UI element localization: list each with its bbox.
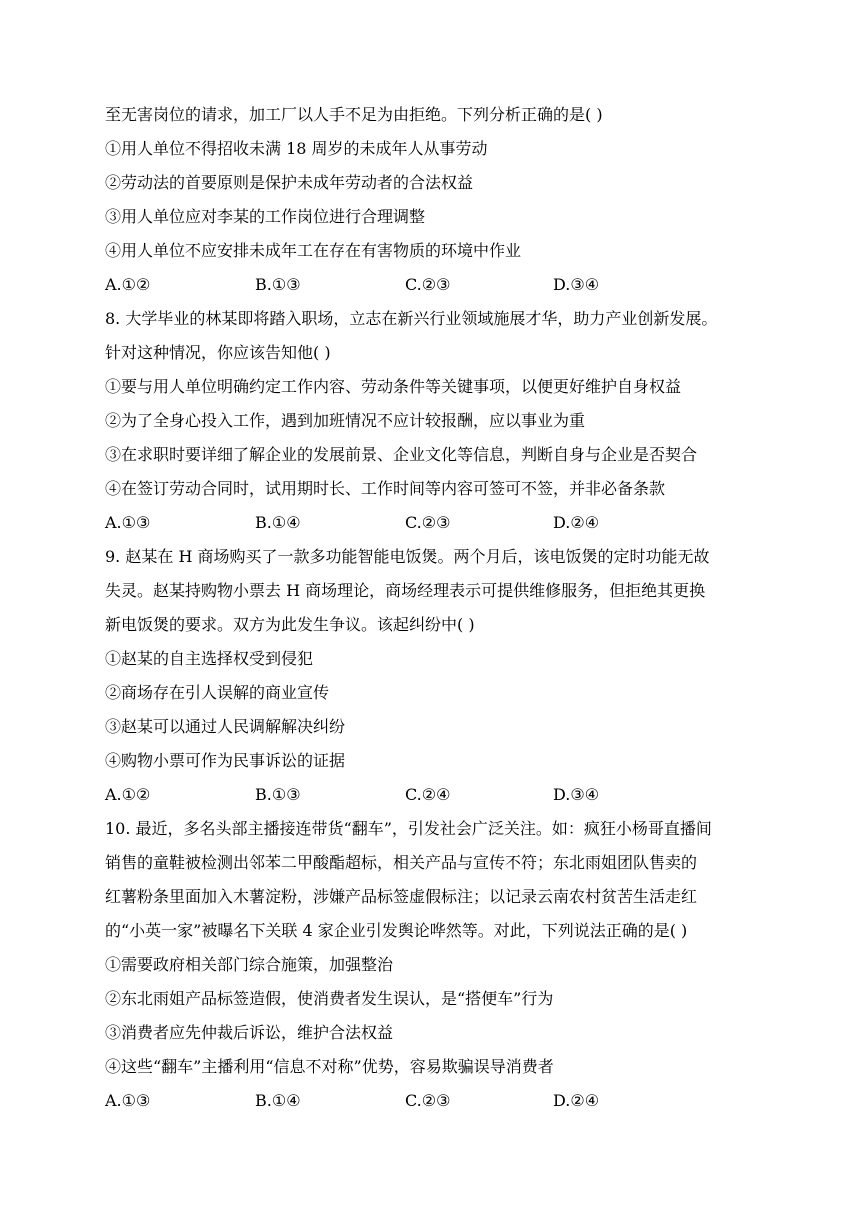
q10-option-c: C.②③: [405, 1091, 451, 1110]
q10-option-b: B.①④: [255, 1091, 301, 1110]
q9-statement-1: ①赵某的自主选择权受到侵犯: [105, 649, 314, 668]
q8-option-b: B.①④: [255, 513, 301, 532]
q9-statement-4: ④购物小票可作为民事诉讼的证据: [105, 751, 346, 770]
q10-answer-options: [0, 1090, 860, 1112]
q7-option-b: B.①③: [255, 275, 301, 294]
q7-stem-continuation: 至无害岗位的请求，加工厂以人手不足为由拒绝。下列分析正确的是( ): [105, 105, 603, 124]
q9-stem-line-2: 失灵。赵某持购物小票去 H 商场理论，商场经理表示可提供维修服务，但拒绝其更换: [105, 581, 706, 600]
q7-statement-2: ②劳动法的首要原则是保护未成年劳动者的合法权益: [105, 173, 474, 192]
q9-answer-options: [0, 784, 860, 806]
q8-option-c: C.②③: [405, 513, 451, 532]
q10-stem-line-4: 的“小英一家”被曝名下关联 4 家企业引发舆论哗然等。对此，下列说法正确的是( ): [105, 921, 688, 940]
q8-statement-3: ③在求职时要详细了解企业的发展前景、企业文化等信息，判断自身与企业是否契合: [105, 445, 698, 464]
q8-stem-line-2: 针对这种情况，你应该告知他( ): [105, 343, 331, 362]
q10-statement-4: ④这些“翻车”主播利用“信息不对称”优势，容易欺骗误导消费者: [105, 1057, 554, 1076]
q7-statement-3: ③用人单位应对李某的工作岗位进行合理调整: [105, 207, 426, 226]
q7-option-c: C.②③: [405, 275, 451, 294]
q7-statement-4: ④用人单位不应安排未成年工在存在有害物质的环境中作业: [105, 241, 522, 260]
q9-option-d: D.③④: [553, 785, 600, 804]
q10-stem-line-1: 10. 最近，多名头部主播接连带货“翻车”，引发社会广泛关注。如：疯狂小杨哥直播间: [105, 819, 712, 838]
q10-option-d: D.②④: [553, 1091, 600, 1110]
q8-answer-options: [0, 512, 860, 534]
q9-option-a: A.①②: [105, 785, 151, 804]
q9-option-b: B.①③: [255, 785, 301, 804]
q8-statement-4: ④在签订劳动合同时，试用期时长、工作时间等内容可签可不签，并非必备条款: [105, 479, 666, 498]
q9-stem-line-1: 9. 赵某在 H 商场购买了一款多功能智能电饭煲。两个月后，该电饭煲的定时功能无故: [105, 547, 710, 566]
q10-stem-line-2: 销售的童鞋被检测出邻苯二甲酸酯超标，相关产品与宣传不符；东北雨姐团队售卖的: [105, 853, 698, 872]
q8-stem-line-1: 8. 大学毕业的林某即将踏入职场，立志在新兴行业领域施展才华，助力产业创新发展。: [105, 309, 718, 328]
q8-option-a: A.①③: [105, 513, 151, 532]
q7-statement-1: ①用人单位不得招收未满 18 周岁的未成年人从事劳动: [105, 139, 488, 158]
q10-option-a: A.①③: [105, 1091, 151, 1110]
q10-statement-2: ②东北雨姐产品标签造假，使消费者发生误认，是“搭便车”行为: [105, 989, 554, 1008]
q10-stem-line-3: 红薯粉条里面加入木薯淀粉，涉嫌产品标签虚假标注；以记录云南农村贫苦生活走红: [105, 887, 698, 906]
q8-statement-1: ①要与用人单位明确约定工作内容、劳动条件等关键事项，以便更好维护自身权益: [105, 377, 682, 396]
q9-statement-2: ②商场存在引人误解的商业宣传: [105, 683, 330, 702]
q8-option-d: D.②④: [553, 513, 600, 532]
q8-statement-2: ②为了全身心投入工作，遇到加班情况不应计较报酬，应以事业为重: [105, 411, 586, 430]
q7-option-d: D.③④: [553, 275, 600, 294]
q9-option-c: C.②④: [405, 785, 451, 804]
q7-answer-options: [0, 274, 860, 296]
q7-option-a: A.①②: [105, 275, 151, 294]
q9-statement-3: ③赵某可以通过人民调解解决纠纷: [105, 717, 346, 736]
q9-stem-line-3: 新电饭煲的要求。双方为此发生争议。该起纠纷中( ): [105, 615, 475, 634]
q10-statement-1: ①需要政府相关部门综合施策，加强整治: [105, 955, 394, 974]
q10-statement-3: ③消费者应先仲裁后诉讼，维护合法权益: [105, 1023, 394, 1042]
